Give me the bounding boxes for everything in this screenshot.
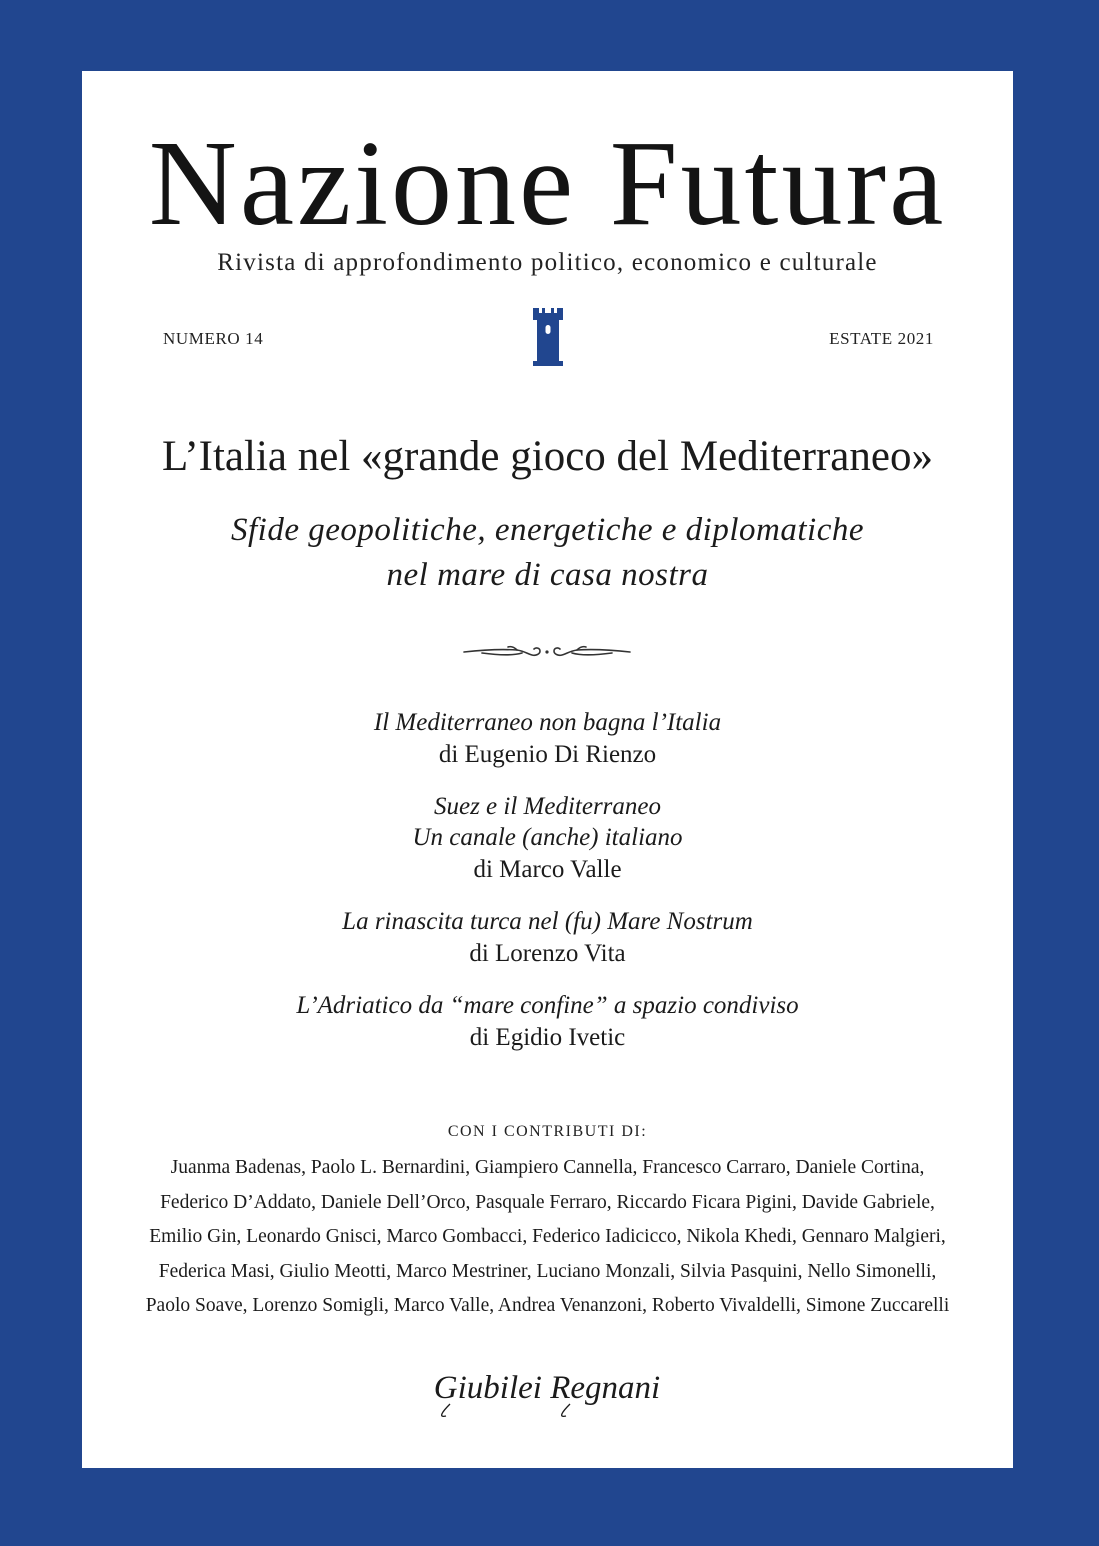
article-item	[82, 990, 1013, 1055]
tower-icon	[533, 308, 563, 366]
issue-season: ESTATE 2021	[829, 329, 934, 348]
magazine-tagline: Rivista di approfondimento politico, economico e culturale	[217, 249, 878, 276]
contributors-line: Federico D’Addato, Daniele Dell’Orco, Pasquale Ferraro, Riccardo Ficara Pigini, Davide Gabriele,	[160, 1191, 935, 1213]
cover-page	[82, 71, 1013, 1468]
contributors-line: Emilio Gin, Leonardo Gnisci, Marco Gombacci, Federico Iadicicco, Nikola Khedi, Gennaro Malgieri,	[149, 1226, 946, 1247]
subheadline-line-2: nel mare di casa nostra	[386, 557, 709, 593]
article-title: Suez e il Mediterraneo	[433, 793, 662, 820]
article-item	[82, 791, 1013, 887]
article-author: di Egidio Ivetic	[469, 1024, 626, 1051]
article-author: di Marco Valle	[473, 856, 622, 883]
contributors-line: Federica Masi, Giulio Meotti, Marco Mestriner, Luciano Monzali, Silvia Pasquini, Nello Simonelli,	[158, 1260, 937, 1282]
article-author: di Eugenio Di Rienzo	[438, 741, 657, 768]
cover-subheadline	[82, 508, 1013, 598]
article-title: Il Mediterraneo non bagna l’Italia	[373, 709, 722, 736]
contributors-label: CON I CONTRIBUTI DI:	[447, 1123, 648, 1140]
article-title: La rinascita turca nel (fu) Mare Nostrum	[342, 908, 753, 935]
article-author: di Lorenzo Vita	[469, 940, 626, 967]
subheadline-line-1: Sfide geopolitiche, energetiche e diplomatiche	[231, 512, 864, 548]
contributors-line: Juanma Badenas, Paolo L. Bernardini, Giampiero Cannella, Francesco Carraro, Daniele Cortina,	[170, 1157, 925, 1178]
article-list	[82, 707, 1013, 1074]
cover-headline: L’Italia nel «grande gioco del Mediterraneo»	[162, 433, 933, 480]
publisher-logo	[432, 1356, 663, 1422]
issue-number: NUMERO 14	[163, 329, 264, 348]
flourish-ornament	[462, 641, 632, 663]
publisher-name: Giubilei Regnani	[433, 1370, 661, 1406]
article-item	[82, 906, 1013, 971]
contributors-list	[82, 1151, 1013, 1324]
article-item	[82, 707, 1013, 772]
contributors-line: Paolo Soave, Lorenzo Somigli, Marco Valle, Andrea Venanzoni, Roberto Vivaldelli, Simone Zuccarelli	[145, 1295, 950, 1316]
article-title: L’Adriatico da “mare confine” a spazio condiviso	[296, 992, 799, 1019]
magazine-title: Nazione Futura	[148, 116, 947, 251]
article-title-line-2: Un canale (anche) italiano	[412, 824, 683, 851]
